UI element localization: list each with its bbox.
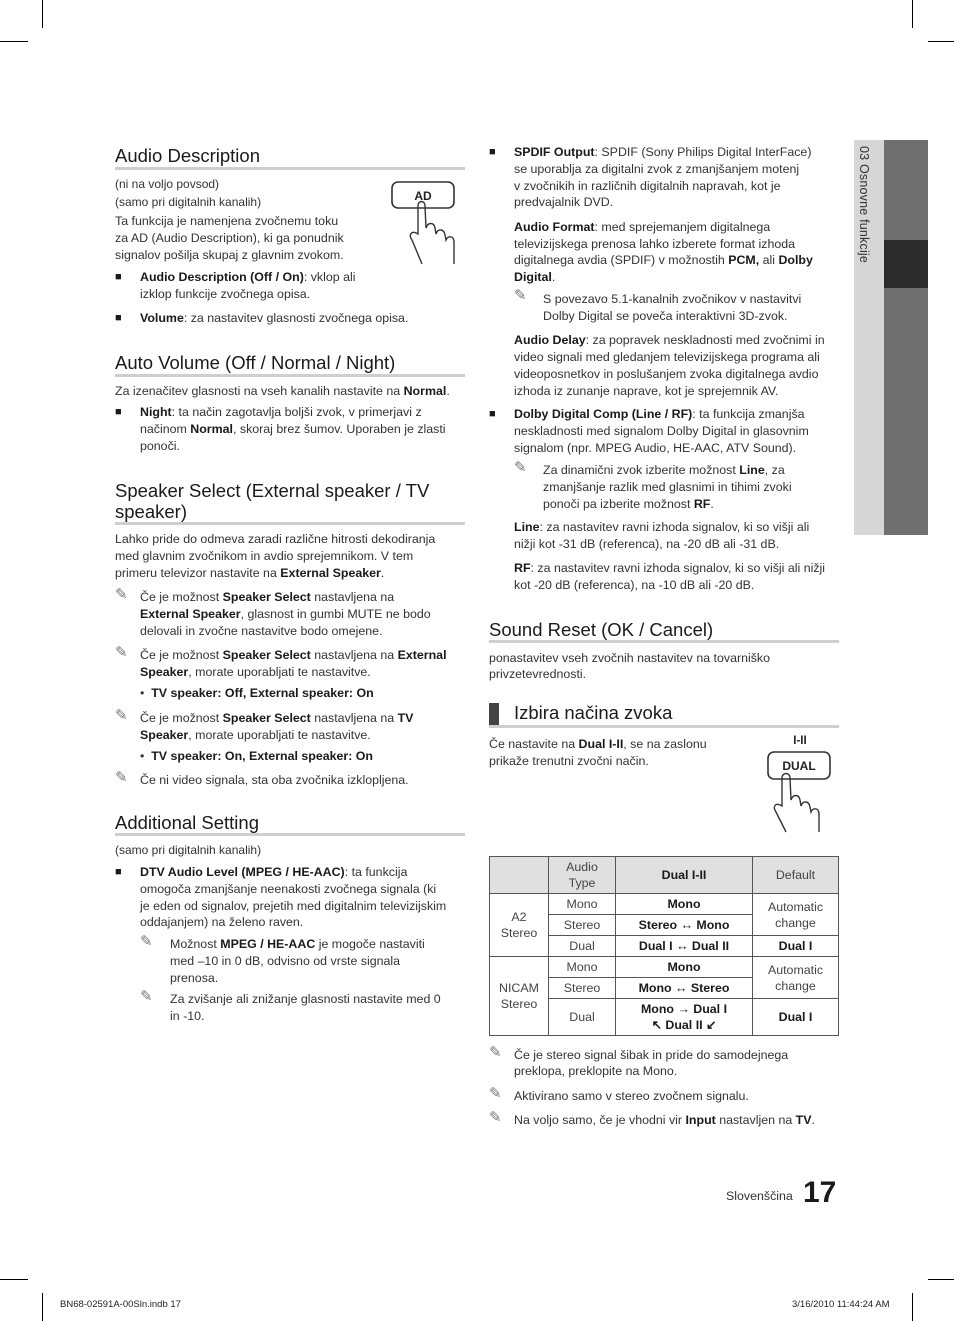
table-header-cell: Default [753,857,839,894]
bn1-l1: Če je stereo signal šibak in pride do samodejnega [514,1048,789,1062]
dual-button-label: DUAL [782,759,816,773]
ad-item-2: Volume: za nastavitev glasnosti zvočnega opisa. [140,311,409,325]
dolby-note-l1: Za dinamični zvok izberite možnost Line, za [543,463,785,477]
ss-note2-l2: Speaker, morate uporabljati te nastavitve. [140,665,371,679]
ss-note1-l1: Če je možnost Speaker Select nastavljena na [140,590,395,604]
dolby-note-l2: zmanjšanje razlik med glasnimi in tihimi zvoki [543,480,792,494]
table-cell: Stereo ↔ Mono [616,915,753,936]
remote-hand-ad-icon [388,176,466,268]
table-cell: Mono ↔ Stereo [616,978,753,999]
table-cell: Dual [549,936,616,957]
as-note1-l3: prenosa. [170,971,219,985]
af-l4: Digital. [514,270,556,284]
as-item-l1: DTV Audio Level (MPEG / HE-AAC): ta funkcija [140,865,408,879]
remote-hand-dual-icon [760,730,840,834]
dolby-l2: neskladnosti med signalom Dolby Digital in glasovnim [514,424,809,438]
spdif-l2: se uporablja za digitalni zvok z zmanjšanjem motenj [514,162,800,176]
ss-note4: Če ni video signala, sta oba zvočnika izklopljena. [140,773,409,787]
af-note-l2: Dolby Digital se poveča interaktivni 3D-zvok. [543,309,788,323]
as-note1-l1: Možnost MPEG / HE-AAC je mogoče nastaviti [170,937,425,951]
heading-audio-description: Audio Description [115,145,260,166]
bullet-square: ■ [115,406,122,418]
ss-intro-1: Lahko pride do odmeva zaradi različne hitrosti dekodiranja [115,532,436,546]
table-cell: Dual I ↔ Dual II [616,936,753,957]
note-pencil-icon: ✎ [489,1085,502,1102]
dolby-l1: Dolby Digital Comp (Line / RF): ta funkcija zmanjša [514,407,805,421]
sound-mode-table [489,856,839,1036]
note-pencil-icon: ✎ [115,586,128,603]
table-cell: Mono [549,894,616,915]
adly-l1: Audio Delay: za popravek neskladnosti med zvočnimi in [514,333,825,347]
heading-rule [489,640,839,643]
sr-l2: privzetevrednosti. [489,667,587,681]
bullet-square: ■ [115,866,122,878]
af-l3: digitalnega avdia (SPDIF) v možnostih PCM, ali Dolby [514,253,813,267]
table-header-cell: Audio Type [549,857,616,894]
ss-intro-3: primeru televizor nastavite na External Speaker. [115,566,385,580]
ss-note3-l1: Če je možnost Speaker Select nastavljena na TV [140,711,414,725]
bullet-square: ■ [489,146,496,158]
note-pencil-icon: ✎ [115,707,128,724]
table-cell: Mono [549,957,616,978]
as-note2-l2: in -10. [170,1009,205,1023]
heading-sound-reset: Sound Reset (OK / Cancel) [489,619,714,640]
as-item-l4: oddajanjem) na želeno raven. [140,915,304,929]
note-pencil-icon: ✎ [115,644,128,661]
crop-mark [42,1293,43,1321]
as-intro: (samo pri digitalnih kanalih) [115,843,262,857]
as-note2-l1: Za zvišanje ali znižanje glasnosti nastavite med 0 [170,992,441,1006]
adly-l2: video signali med gledanjem televizijskega programa ali [514,350,820,364]
ad-item-1-cont: izklop funkcije zvočnega opisa. [140,287,311,301]
ad-intro-1: (ni na voljo povsod) [115,177,220,191]
ad-button-label: AD [414,189,432,203]
av-item-l2: načinom Normal, skoraj brez šumov. Uporaben je zlasti [140,422,446,436]
rf-l2: kot -20 dB (referenca), na -10 dB ali -20 dB. [514,578,755,592]
dolby-l3: signalom (npr. MPEG Audio, HE-AAC, ATV Sound). [514,441,797,455]
heading-rule [115,833,465,836]
table-cell: Automatic change [753,957,839,999]
bullet-square: ■ [115,271,122,283]
ad-intro-5: signalov pošilja skupaj z glavnim zvokom. [115,248,344,262]
table-cell: Automatic change [753,894,839,936]
note-pencil-icon: ✎ [140,988,153,1005]
ss-intro-2: med glavnim zvočnikom in avdio sprejemnikom. V tem [115,549,414,563]
rf-l1: RF: za nastavitev ravni izhoda signalov, ki so višji ali nižji [514,561,826,575]
heading-auto-volume: Auto Volume (Off / Normal / Night) [115,352,396,373]
as-note1-l2: med –10 in 0 dB, odvisno od vrste signala [170,954,401,968]
crop-mark [928,41,954,42]
spdif-l1: SPDIF Output: SPDIF (Sony Philips Digital InterFace) [514,145,812,159]
footer-file: BN68-02591A-00Sln.indb 17 [60,1299,181,1310]
ss-bullet2: • TV speaker: On, External speaker: On [140,749,373,763]
crop-mark [0,1279,28,1280]
footer-language: Slovenščina [726,1189,793,1203]
ad-intro-4: za AD (Audio Description), ki ga ponudnik [115,231,344,245]
crop-mark [928,1279,954,1280]
sm-l2: prikaže trenutni zvočni način. [489,754,649,768]
spdif-l3: v zvočnikih in različnih digitalnih napravah, kot je [514,179,781,193]
table-cell: Dual [549,999,616,1036]
av-item-l3: ponoči. [140,439,180,453]
heading-additional-setting: Additional Setting [115,812,259,833]
table-header-cell: Dual I-II [616,857,753,894]
line-l1: Line: za nastavitev ravni izhoda signalov, ki so višji ali [514,520,810,534]
table-cell: Stereo [549,915,616,936]
table-cell: Mono → Dual I ↖ Dual II ↙ [616,999,753,1036]
dual-top-label: I-II [793,735,807,747]
heading-rule [489,725,839,728]
av-intro: Za izenačitev glasnosti na vseh kanalih nastavite na Normal. [115,384,450,398]
ad-intro-3: Ta funkcija je namenjena zvočnemu toku [115,214,339,228]
line-l2: nižji kot -31 dB (referenca), na -20 dB ali -31 dB. [514,537,780,551]
note-pencil-icon: ✎ [115,769,128,786]
crop-mark [912,0,913,28]
note-pencil-icon: ✎ [489,1109,502,1126]
ss-note1-l2: External Speaker, glasnost in gumbi MUTE ne bodo [140,607,431,621]
crop-mark [42,0,43,28]
av-item-l1: Night: ta način zagotavlja boljši zvok, v primerjavi z [140,405,422,419]
table-cell: Mono [616,894,753,915]
heading-speaker-select-l2: speaker) [115,501,187,522]
note-pencil-icon: ✎ [514,287,527,304]
note-pencil-icon: ✎ [140,933,153,950]
table-cell: A2 Stereo [490,894,549,957]
note-pencil-icon: ✎ [514,459,527,476]
chapter-tab-marker [884,240,928,288]
adly-l4: izhoda iz zunanje naprave, kot je sprejemnik AV. [514,384,779,398]
heading-rule [115,167,465,170]
bullet-square: ■ [115,312,122,324]
crop-mark [0,41,28,42]
table-cell: NICAM Stereo [490,957,549,1036]
table-row [490,894,839,915]
footer-date: 3/16/2010 11:44:24 AM [792,1299,890,1310]
heading-rule [115,374,465,377]
adly-l3: videoposnetkov in poslušanjem zvoka digitalnega avdio [514,367,819,381]
ss-note2-l1: Če je možnost Speaker Select nastavljena na External [140,648,447,662]
table-cell: Dual I [753,999,839,1036]
ss-note1-l3: delovali in zvočne nastavitve bodo omejene. [140,624,383,638]
table-cell: Dual I [753,936,839,957]
heading-sound-mode: Izbira načina zvoka [514,702,673,723]
af-l1: Audio Format: med sprejemanjem digitalnega [514,220,771,234]
ad-intro-2: (samo pri digitalnih kanalih) [115,195,262,209]
sr-l1: ponastavitev vseh zvočnih nastavitev na tovarniško [489,651,771,665]
dolby-note-l3: ponoči pa izberite možnost RF. [543,497,714,511]
heading-speaker-select-l1: Speaker Select (External speaker / TV [115,480,430,501]
chapter-label: 03 Osnovne funkcije [857,146,871,264]
bn3: Na voljo samo, če je vhodni vir Input nastavljen na TV. [514,1113,815,1127]
section-marker [489,703,499,725]
bn2: Aktivirano samo v stereo zvočnem signalu. [514,1089,749,1103]
ss-note3-l2: Speaker, morate uporabljati te nastavitve. [140,728,371,742]
table-header-row [490,857,839,894]
spdif-l4: predvajalnik DVD. [514,195,614,209]
as-item-l2: omogoča zmanjšanje neenakosti zvočnega signala (ki [140,882,437,896]
table-cell: Mono [616,957,753,978]
table-row [490,957,839,978]
as-item-l3: je eden od signalov, prejetih med digitalnim televizijskim [140,899,447,913]
bullet-square: ■ [489,408,496,420]
crop-mark [912,1293,913,1321]
af-note-l1: S povezavo 5.1-kanalnih zvočnikov v nastavitvi [543,292,802,306]
heading-rule [115,522,465,525]
ss-bullet1: • TV speaker: Off, External speaker: On [140,686,374,700]
table-cell: Stereo [549,978,616,999]
ad-item-1: Audio Description (Off / On): vklop ali [140,270,356,284]
af-l2: televizijskega prenosa lahko izberete format izhoda [514,237,796,251]
table-header-cell [490,857,549,894]
chapter-tab-dark [884,140,928,535]
bn1-l2: preklopa, preklopite na Mono. [514,1064,678,1078]
sm-l1: Če nastavite na Dual I-II, se na zaslonu [489,737,707,751]
note-pencil-icon: ✎ [489,1044,502,1061]
page-number: 17 [803,1176,837,1209]
